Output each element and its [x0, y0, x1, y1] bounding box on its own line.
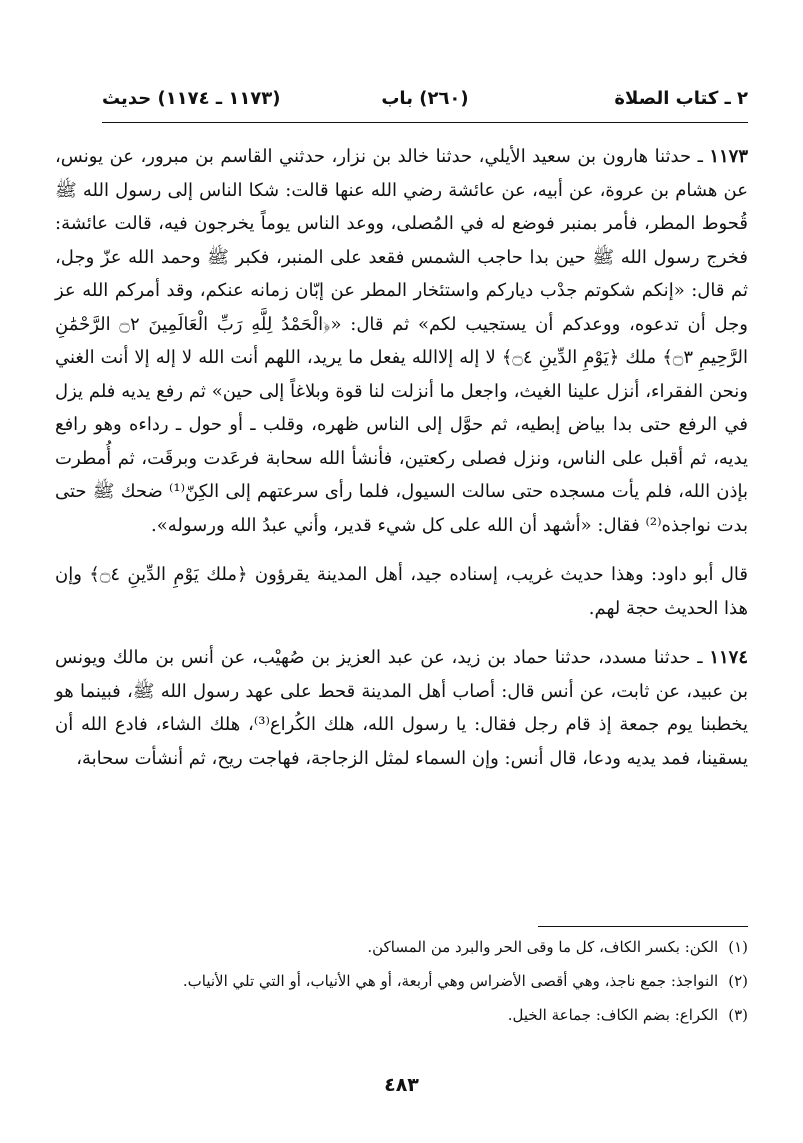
- hadith-text: ـ حدثنا مسدد، حدثنا حماد بن زيد، عن عبد العزيز بن صُهيْب، عن أنس بن مالك ويونس بن عبيد، عن ثابت، عن أنس قال: أصاب أهل المدينة قحط على عهد رسول الله ﷺ، فبينما هو يخطبنا يوم جمعة إذ قام رجل فقال: يا رسول الله، هلك الكُراع⁽³⁾، هلك الشاء، فادع الله أن يسقينا، فمد يديه ودعا، قال أنس: وإن السماء لمثل الزجاجة، فهاجت ريح، ثم أنشأت سحابة،: [55, 647, 749, 769]
- footnote-3: [55, 1002, 748, 1029]
- commentary-text: قال أبو داود: وهذا حديث غريب، إسناده جيد، أهل المدينة يقرؤون ﴿ملك يَوْمِ الدِّينِ ۝٤﴾ وإن هذا الحديث حجة لهم.: [55, 564, 748, 619]
- header-hadith-range: (١١٧٣ ـ ١١٧٤) حديث: [102, 88, 281, 109]
- header-chapter: (٢٦٠) باب: [381, 88, 469, 109]
- footnote-text: الكن: بكسر الكاف، كل ما وقى الحر والبرد من المساكن.: [367, 938, 719, 956]
- main-text: [55, 140, 748, 775]
- header-divider: [102, 122, 748, 123]
- footnotes: [55, 934, 748, 1036]
- hadith-paragraph-1174: [55, 641, 748, 775]
- footnote-number: (٣): [728, 1006, 748, 1024]
- footnote-text: الكراع: بضم الكاف: جماعة الخيل.: [507, 1006, 719, 1024]
- header-book-title: ٢ ـ كتاب الصلاة: [614, 88, 748, 109]
- hadith-paragraph-1173: [55, 140, 748, 542]
- footnote-number: (٢): [728, 972, 748, 990]
- hadith-number: ١١٧٣: [709, 146, 748, 167]
- commentary-paragraph: [55, 558, 748, 625]
- footnote-2: [55, 968, 748, 995]
- page-number: ٤٨٣: [384, 1074, 419, 1096]
- running-header: [102, 84, 748, 118]
- footnote-number: (١): [728, 938, 748, 956]
- hadith-number: ١١٧٤: [709, 647, 748, 668]
- footnote-1: [55, 934, 748, 961]
- footnote-text: النواجذ: جمع ناجذ، وهي أقصى الأضراس وهي أربعة، أو هي الأنياب، أو التي تلي الأنياب.: [182, 972, 719, 990]
- hadith-text: ـ حدثنا هارون بن سعيد الأيلي، حدثنا خالد بن نزار، حدثني القاسم بن مبرور، عن يونس، عن هشام بن عروة، عن أبيه، عن عائشة رضي الله عنها قالت: شكا الناس إلى رسول الله ﷺ قُحوط المطر، فأمر بمنبر فوضع له في المُصلى، ووعد الناس يوماً يخرجون فيه، قالت عائشة: فخرج رسول الله ﷺ حين بدا حاجب الشمس فقعد على المنبر، فكبر ﷺ وحمد الله عزّ وجل، ثم قال: «إنكم شكوتم جدْب دياركم واستئخار المطر عن إبّان زمانه عنكم، وقد أمركم الله عز وجل أن تدعوه، ووعدكم أن يستجيب لكم» ثم قال: «﴿الْحَمْدُ لِلَّهِ رَبِّ الْعَالَمِينَ ۝٢ الرَّحْمَٰنِ الرَّحِيمِ ۝٣﴾ ملك ﴿يَوْمِ الدِّينِ ۝٤﴾ لا إله إلاالله يفعل ما يريد، اللهم أنت الله لا إله إلا أنت الغني ونحن الفقراء، أنزل علينا الغيث، واجعل ما أنزلت لنا قوة وبلاغاً إلى حين» ثم رفع يديه فلم يزل في الرفع حتى بدا بياض إبطيه، ثم حوَّل إلى الناس ظهره، وقلب ـ أو حول ـ رداءه وهو رافع يديه، ثم أقبل على الناس، ونزل فصلى ركعتين، فأنشأ الله سحابة فرعَدت وبرقَت، ثم أُمطرت بإذن الله، فلم يأت مسجده حتى سالت السيول، فلما رأى سرعتهم إلى الكِنّ⁽¹⁾ ضحك ﷺ حتى بدت نواجذه⁽²⁾ فقال: «أشهد أن الله على كل شيء قدير، وأني عبدُ الله ورسوله».: [55, 146, 749, 536]
- footnote-divider: [538, 926, 748, 927]
